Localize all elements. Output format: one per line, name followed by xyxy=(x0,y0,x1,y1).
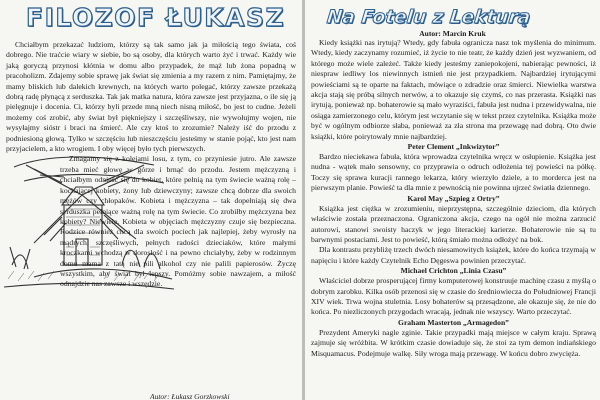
book-review: Właściciel dobrze prosperującej firmy komputerowej konstruuje machinę czasu z myślą o dobrym zarobku. Kilka osób przenosi się w czasie do średniowiecza do Południowej Francji XIV wiek. Trwa wojna stuletnia. Losy bohaterów są przesądzone, ale okazuje się, że nie do końca. Po niezliczonych przygodach wracają, jednak nie wszyscy. Warto przeczytać. xyxy=(311,276,596,317)
book-review: Bardzo nieciekawa fabuła, która wprowadza czytelnika wręcz w osłupienie. Książka jest nudna - wątek mało sensowny, co przyprawia o odruch odłożenia tej powieści na półkę. Toczy się sprawa kuracji rannego lekarza, który wierzyło dziele, a to morderca jest na pierwszym planie. Powieść ta dla mnie z pewnością nie powinna ujrzeć światła dziennego. xyxy=(311,152,596,193)
paragraph: Zmagamy się z kolejami losu, z tym, co przyniesie jutro. Ale zawsze trzeba mieć głowę w górze i brnąć do przodu. Jestem mężczyzną i chciałbym odnieść się do kobiet, które pełnią na tym świecie ważną rolę – kochającej kobiety, żony lub dziewczyny; zawsze chcą dobrze dla swoich mężów czy chłopaków. Kobieta i mężczyzna – tak dopełniają się dwa serduszka pełniące ważną rolę na tym świecie. Co zrobiłby mężczyzna bez kobiety? Niewiele. Kobieta w objęciach mężczyzny czuje się bezpieczna. Rodzice również chcą dla swoich pociech jak najlepiej, żeby wyrosły na mądrych, szczęśliwych, pełnych radości dzieciaków, które małymi kroczkami wchodzą w dorosłość i na pewno chciałyby, żeby w rodzinnym domu mama z tatą nie pili alkohol czy nie palili papierosów. Życzę wszystkim, aby świat był lepszy. Pomóżmy sobie nawzajem, a miłość odnajdzie nas zawsze i wszędzie. xyxy=(60,154,296,289)
book-heading: Peter Clement „Inkwizytor” xyxy=(407,142,500,152)
book-heading: Michael Crichton „Linia Czasu” xyxy=(400,266,507,276)
article-body xyxy=(6,40,296,290)
author-signature: Autor: Łukasz Gorzkowski xyxy=(150,392,230,400)
review-body xyxy=(311,38,596,359)
intro-paragraph: Kiedy książki nas irytują? Wtedy, gdy fabuła ogranicza nasz tok myślenia do minimum. Wtedy, kiedy zaczynamy rozumieć, iż życie to nie teatr, że każdy dzień jest wyzwaniem, od którego może wiele zależeć. Także kiedy jesteśmy zaniepokojeni, nabierając pewności, iż niespraw iedliwy los niewinnych istnień nie jest przypadkiem. Najbardziej irytującymi powieściami są te oparte na faktach, mówiące o zdradzie oraz śmierci. Niewielka warstwa akcja stają się próbą silnych nerwów, a to okazuje się czymś, co nas przerasta. Książki nas irytują, ponieważ np. bohaterowie są mało wyraziści, fabuła jest nudna i przewidywalna, nie osiąga zamierzonego celu, którym jest wczytanie się w tekst przez czytelnika. Książka może być w ogólnym odbiorze słaba, ponieważ za zła strona ma przewagę nad dobrą. Oto dwie książki, które poirytowały mnie najbardziej. xyxy=(311,38,596,141)
contrast-paragraph: Dla kontrastu przybliżę trzech dwóch niesamowitych książek, które do końca trzymają w napięciu i które każdy Czytelnik Echo Dęgeswa powinien przeczytać. xyxy=(311,245,596,265)
right-page xyxy=(305,0,600,400)
paragraph: Chciałbym przekazać ludziom, którzy są tak samo jak ja miłością tego świata, coś dobrego. Nie traćcie wiary w siebie, bo są osoby, dla których warto żyć i trwać. Każdy wie jaką goryczą przynosi kłótnia w domu albo przypadek, że mąż lub żona popadną w pracoholizm. Zdajemy sobie sprawę jak świat się zmienia a my razem z nim. Pamiętajmy, że mamy bliskich lub dalekich krewnych, na których warto polegać, którzy zawsze przekażą dobrą radę płynącą z serduszka. Tak jak matka natura, która zawsze jest przyjazna, o ile się ją pielęgnuje i docenia. Ci, którzy byli przede mną niech nisną miłość, bo jest to cudne. Jeżeli możemy coś zrobić, aby świat był piękniejszy i szczęśliwszy, nie wywołujmy wojen, nie wysyłajmy sióstr i braci na śmierć. Ale czy ktoś to zrozumie? Należy iść do przodu z podniesioną głową. Tylko w szczęściu lub nieszczęściu jesteśmy w stanie pojąć, kto jest nam przyjacielem, a kto wrogiem. I oby więcej było tych pierwszych. xyxy=(6,40,296,154)
book-heading: Karol May „Szpieg z Ortry” xyxy=(407,193,500,203)
book-review: Książka jest ciężka w zrozumieniu, nieprzystępna, szczególnie dzieciom, dla których właściwie została przeznaczona. Ograniczona akcja, czego na ogół nie można zarzucić autorowi, stanowi swoisty haczyk w jego literackiej karierze. Bohaterowie nie są tu barwnymi postaciami. Jest to powieść, którą śmiało można odłożyć na bok. xyxy=(311,203,596,244)
book-review: Prezydent Ameryki nagle zginie. Takie przypadki mają miejsce w całym kraju. Sprawą zajmuje się wróżbita. W krótkim czasie dowiaduje się, że stoi za tym demon indiańskiego Misquamacus. Podejmuje walkę. Siły wroga mają przewagę. W końcu dobro zwycięża. xyxy=(311,327,596,358)
book-heading: Graham Masterton „Armagedon” xyxy=(398,317,509,327)
column-author: Autor: Marcin Kruk xyxy=(419,29,486,38)
column-title: Na Fotelu z Lekturą xyxy=(325,7,532,28)
article-title: FILOZOF ŁUKASZ xyxy=(26,3,286,32)
paragraph-wrap xyxy=(60,154,296,289)
